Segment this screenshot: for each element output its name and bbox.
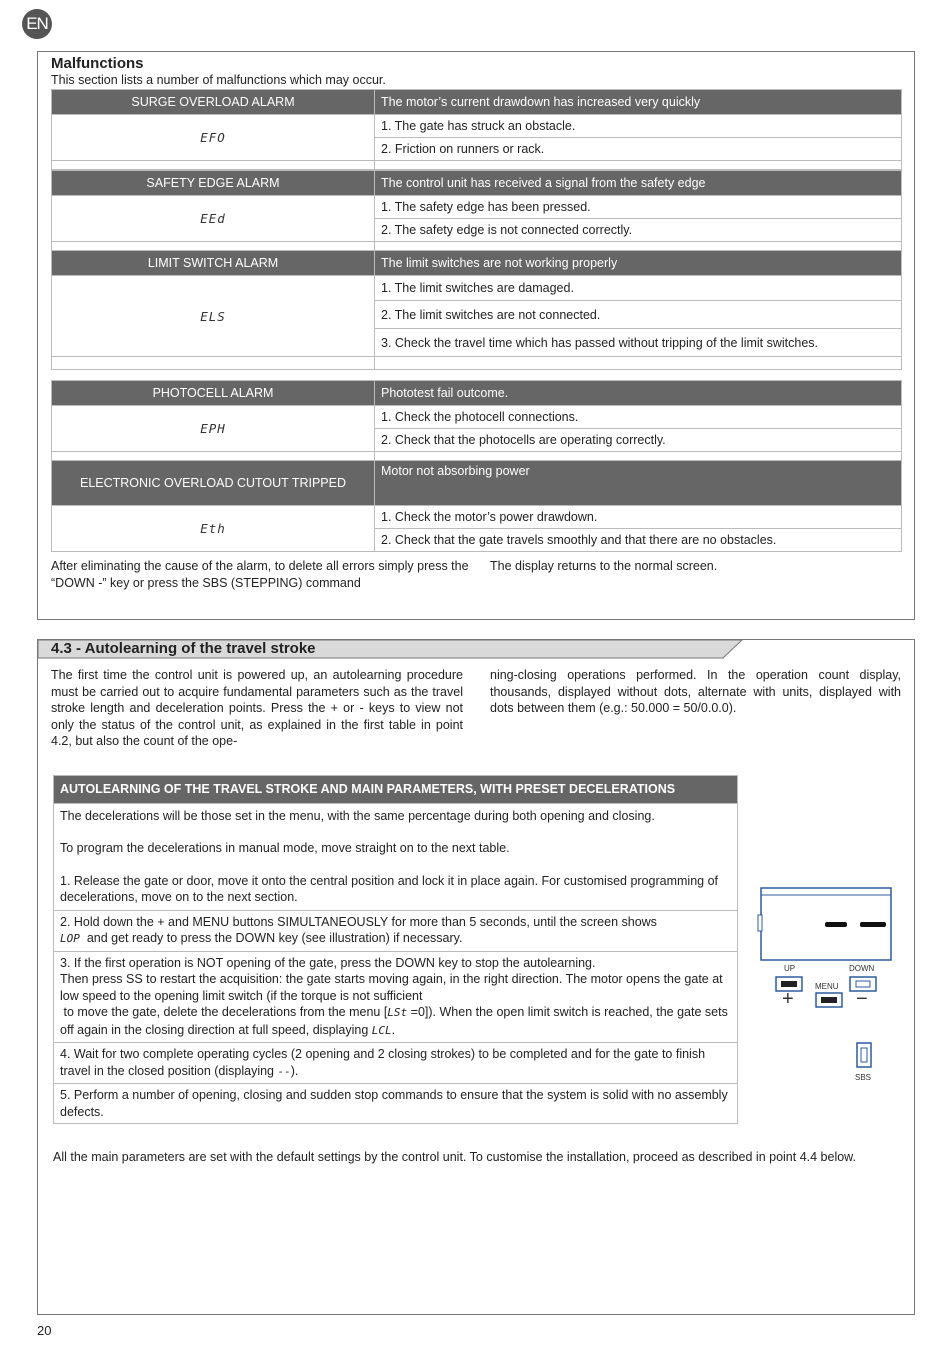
step-3-text-d: =0]). When the open limit switch is reached, the gate sets off again in the closing direction at full speed, displaying: [60, 1005, 728, 1037]
alarm-name: ELECTRONIC OVERLOAD CUTOUT TRIPPED: [52, 461, 375, 506]
alarm-table-photocell: [51, 380, 902, 461]
step-2: [54, 910, 738, 951]
alarm-name: SAFETY EDGE ALARM: [52, 171, 375, 196]
alarm-name: LIMIT SWITCH ALARM: [52, 251, 375, 276]
display-return-note: The display returns to the normal screen.: [490, 559, 718, 573]
alarm-code: EEd: [52, 196, 375, 242]
display-code-lst: LSt: [387, 1006, 408, 1019]
malfunctions-title: Malfunctions: [51, 55, 144, 72]
alarm-description: The limit switches are not working properly: [375, 251, 902, 276]
alarm-item: 1. The safety edge has been pressed.: [375, 196, 902, 219]
alarm-code: EPH: [52, 406, 375, 452]
minus-sign: −: [856, 988, 868, 1010]
step-4-text-a: 4. Wait for two complete operating cycles (2 opening and 2 closing strokes) to be completed and for the gate to finish travel in the closed position (displaying: [60, 1047, 706, 1078]
step-5: 5. Perform a number of opening, closing and sudden stop commands to ensure that the system is solid with no assembly defects.: [54, 1084, 738, 1124]
alarm-code: Eth: [52, 506, 375, 552]
intro-line-1: The decelerations will be those set in the menu, with the same percentage during both opening and closing.: [60, 808, 655, 823]
step-1: 1. Release the gate or door, move it onto the central position and lock it in place again. For customised programming of decelerations, move on to the next section.: [60, 873, 719, 904]
alarm-item: 1. The limit switches are damaged.: [375, 276, 902, 301]
alarm-table-surge: [51, 89, 902, 170]
intro-line-2: To program the decelerations in manual mode, move straight on to the next table.: [60, 841, 510, 855]
alarm-item: 2. The safety edge is not connected correctly.: [375, 219, 902, 242]
alarm-name: PHOTOCELL ALARM: [52, 381, 375, 406]
plus-sign: +: [782, 988, 794, 1010]
alarm-item: 2. Check that the photocells are operating correctly.: [375, 429, 902, 452]
after-alarm-note: After eliminating the cause of the alarm, to delete all errors simply press the “DOWN -” key or press the SBS (STEPPING) command: [51, 559, 469, 590]
alarm-description: Phototest fail outcome.: [375, 381, 902, 406]
step-3-text-c: to move the gate, delete the decelerations from the menu [: [63, 1005, 388, 1019]
malfunctions-subtitle: This section lists a number of malfunctions which may occur.: [51, 73, 386, 87]
alarm-item: 3. Check the travel time which has passed without tripping of the limit switches.: [375, 329, 902, 357]
language-badge: EN: [22, 9, 52, 39]
autolearning-header: AUTOLEARNING OF THE TRAVEL STROKE AND MAIN PARAMETERS, WITH PRESET DECELERATIONS: [54, 776, 738, 804]
up-label: UP: [784, 964, 796, 973]
step-3: [54, 951, 738, 1043]
alarm-item: 1. The gate has struck an obstacle.: [375, 115, 902, 138]
page-number: 20: [37, 1323, 52, 1338]
section-title: 4.3 - Autolearning of the travel stroke: [51, 640, 316, 657]
control-panel-illustration: [755, 885, 900, 1100]
autolearning-table: [53, 775, 738, 1124]
step-4: [54, 1043, 738, 1084]
step-3-text-b: Then press SS to restart the acquisition: the gate starts moving again, in the right direction. The motor opens the gate at low speed to the opening limit switch (if the torque is not sufficient: [60, 972, 723, 1003]
alarm-code: EFO: [52, 115, 375, 161]
alarm-name: SURGE OVERLOAD ALARM: [52, 90, 375, 115]
alarm-table-safety-edge: [51, 170, 902, 251]
display-code-lop: LOP: [60, 932, 80, 945]
section-text-left: The first time the control unit is powered up, an autolearning procedure must be carried out to acquire fundamental parameters such as the travel stroke length and deceleration points. Press the + or - keys to view not only the status of the control unit, as explained in the first table in point 4.2, but also the count of the ope-: [51, 668, 463, 748]
display-code-lcl: LCL: [371, 1023, 392, 1037]
step-3-text-a: 3. If the first operation is NOT opening of the gate, press the DOWN key to stop the autolearning.: [60, 955, 596, 970]
alarm-item: 2. The limit switches are not connected.: [375, 301, 902, 329]
alarm-code: ELS: [52, 276, 375, 357]
alarm-item: 2. Check that the gate travels smoothly and that there are no obstacles.: [375, 529, 902, 552]
alarm-description: The control unit has received a signal from the safety edge: [375, 171, 902, 196]
alarm-item: 1. Check the motor’s power drawdown.: [375, 506, 902, 529]
sbs-label: SBS: [855, 1073, 872, 1082]
footer-paragraph: All the main parameters are set with the default settings by the control unit. To customise the installation, proceed as described in point 4.4 below.: [53, 1150, 856, 1164]
step-3-text-e: .: [391, 1022, 396, 1037]
display-code-dashes: --: [277, 1064, 291, 1078]
section-text-right: ning-closing operations performed. In the operation count display, thousands, displayed without dots, alternate with units, displayed with dots between them (e.g.: 50.000 = 50/0.0.0).: [490, 668, 901, 715]
autolearning-intro: [54, 803, 738, 910]
alarm-description: The motor’s current drawdown has increased very quickly: [375, 90, 902, 115]
alarm-table-limit-switch: [51, 250, 902, 370]
step-2-text-a: 2. Hold down the + and MENU buttons SIMULTANEOUSLY for more than 5 seconds, until the screen shows: [60, 914, 657, 929]
step-2-text-b: and get ready to press the DOWN key (see illustration) if necessary.: [86, 931, 463, 945]
alarm-table-electronic-overload: [51, 460, 902, 552]
alarm-item: 1. Check the photocell connections.: [375, 406, 902, 429]
step-4-text-b: ).: [290, 1063, 299, 1078]
down-label: DOWN: [849, 964, 875, 973]
menu-label: MENU: [815, 982, 839, 991]
alarm-description: Motor not absorbing power: [375, 461, 902, 506]
alarm-item: 2. Friction on runners or rack.: [375, 138, 902, 161]
